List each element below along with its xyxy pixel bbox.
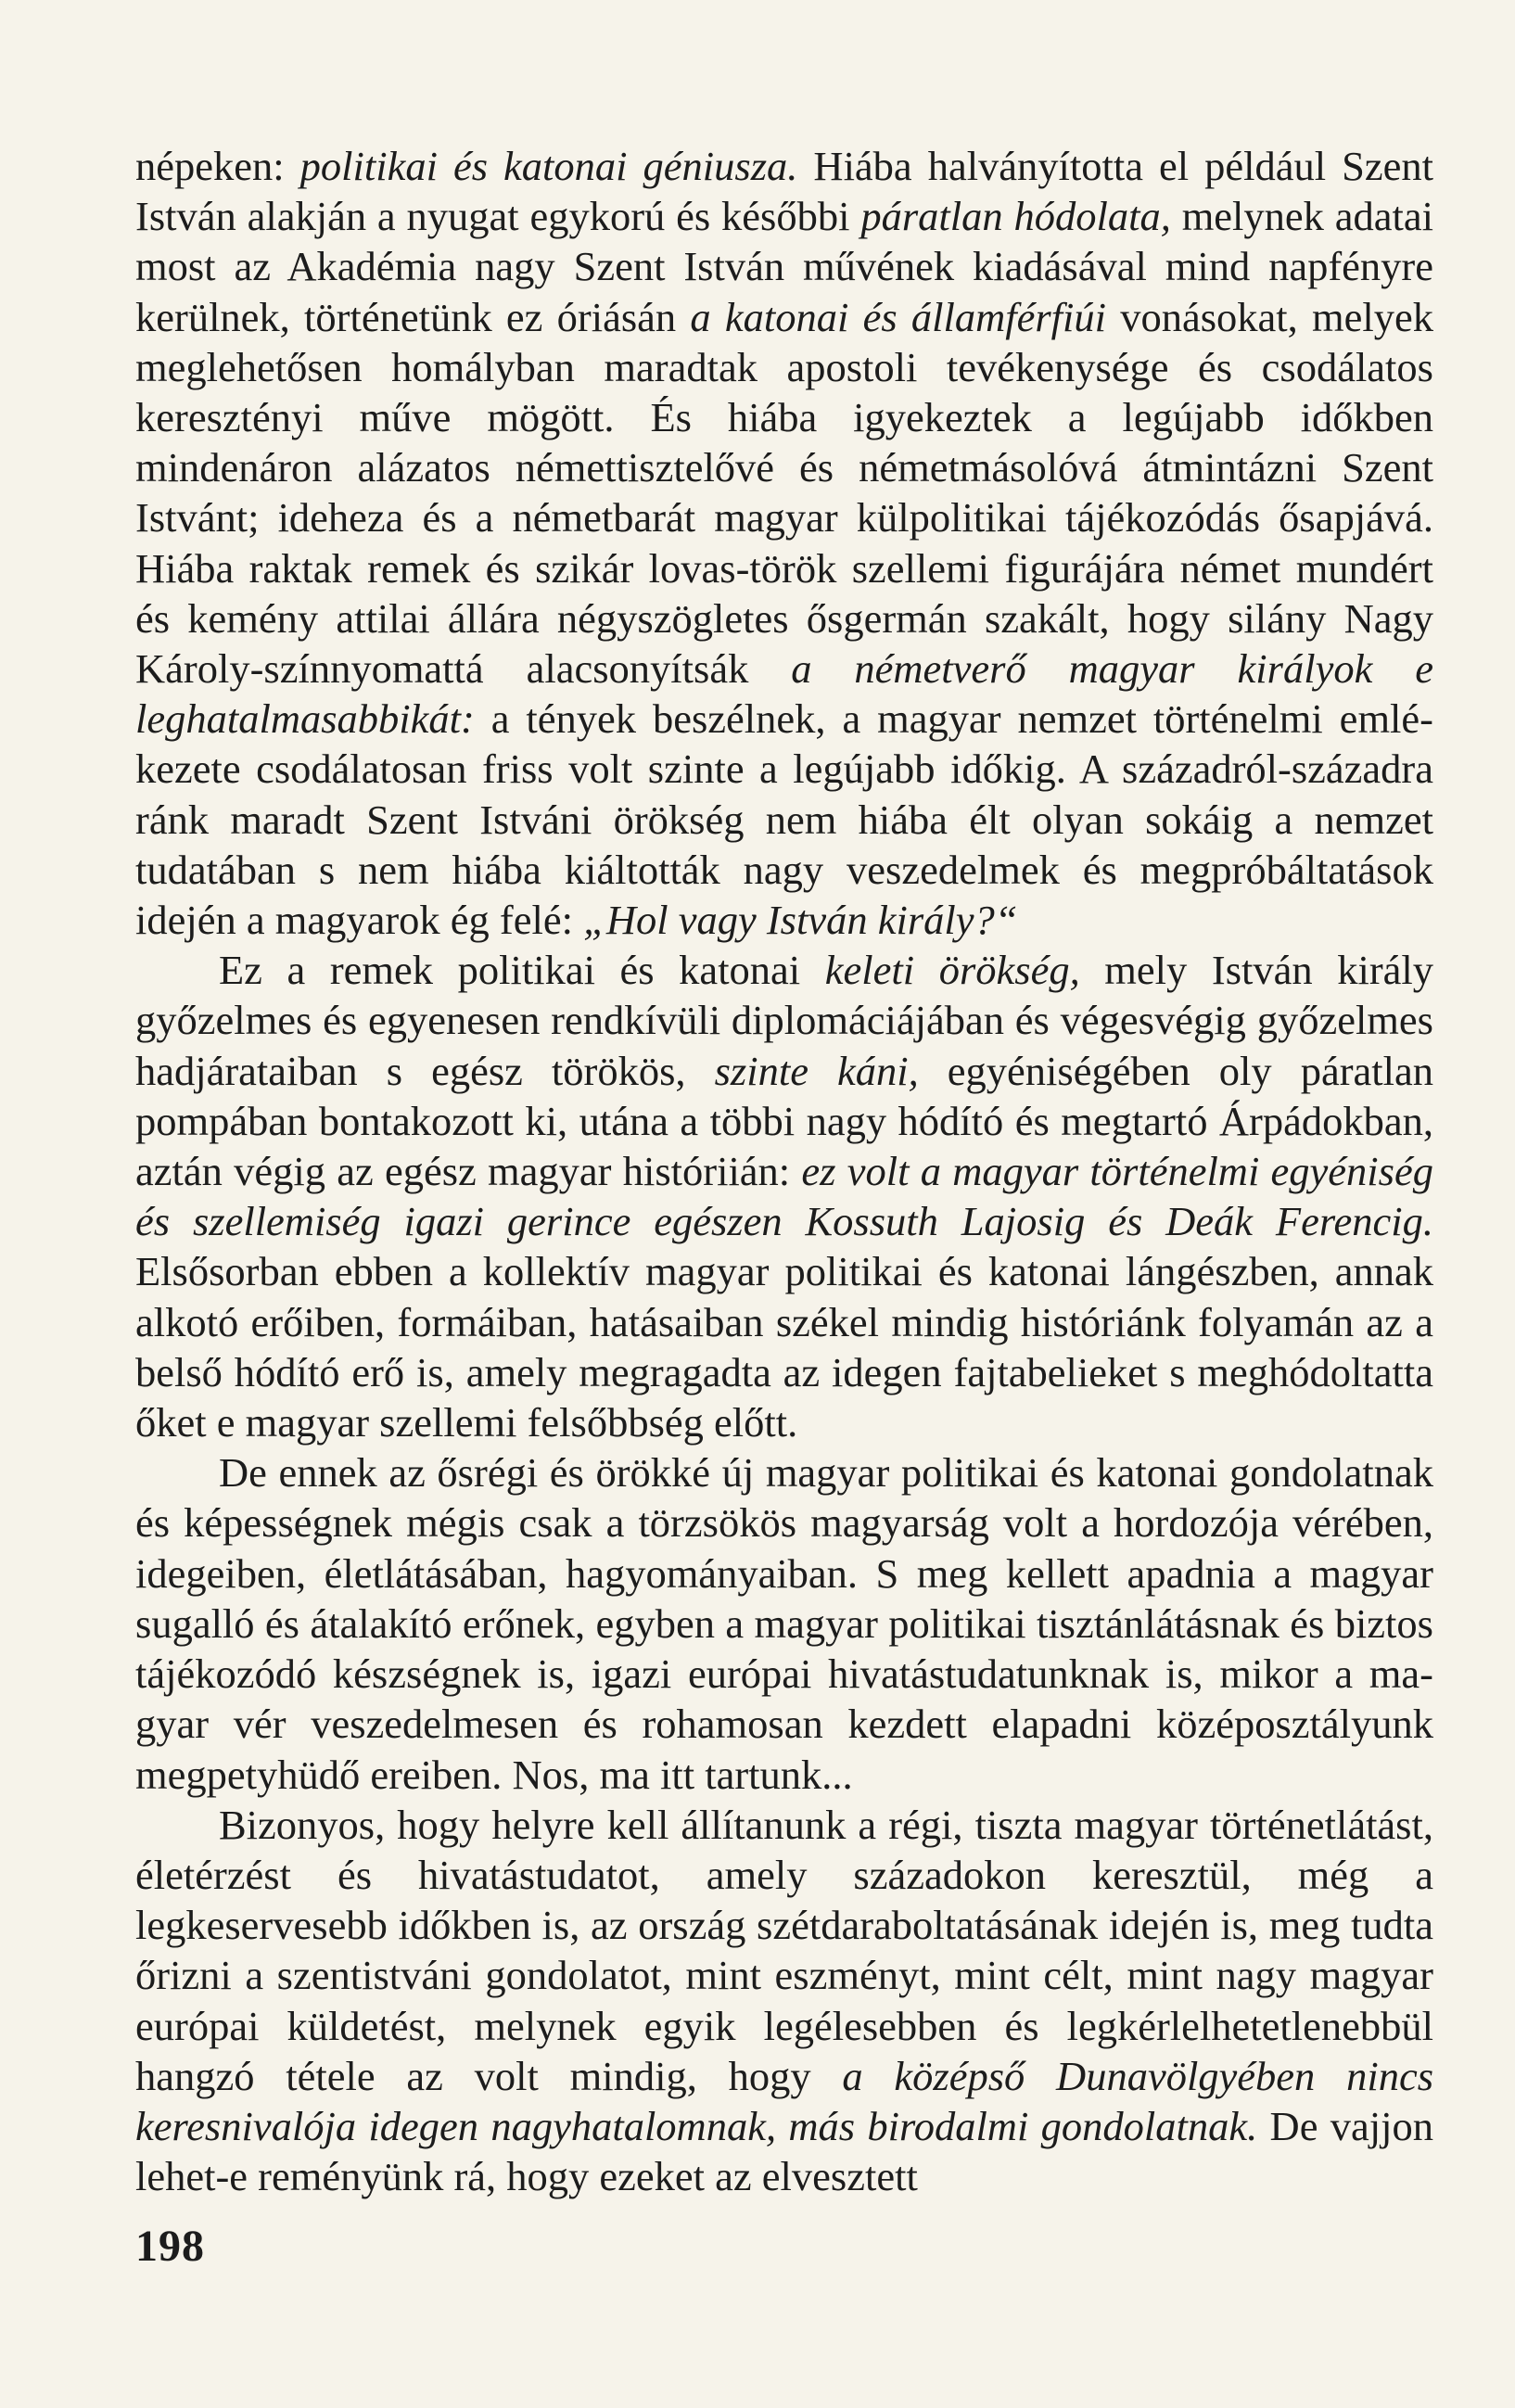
- text-run: Hiába halványította el például Szent István alakján a nyugat egykorú és későbbi: [135, 143, 1433, 240]
- italic-text: a középső Dunavölgyében nincs keresnivalója idegen nagyhatalomnak, más birodalmi gondolatnak.: [135, 2052, 1434, 2149]
- text-run: népeken:: [135, 143, 300, 189]
- text-run: Ez a remek politikai és katonai: [219, 947, 825, 994]
- italic-text: keleti örökség,: [824, 947, 1080, 994]
- text-run: melynek adatai most az Akadémia nagy Szent István művének kiadásával mind napfényre kerülnek, történetünk ez óriásán: [135, 193, 1433, 340]
- italic-text: „Hol vagy István király?“: [583, 897, 1018, 944]
- text-run: vonásokat, melyek meglehetősen homályban maradtak apostoli tevékenysége és csodálatos keresztényi műve mögött. És hiába igyekeztek a legújabb időkben mindenáron alázatos némettisztelővé és németmásolóvá átmintázni Szent Istvánt; ideheza és a németbarát magyar külpolitikai tájékozódás ősapjává. Hiába raktak remek és szikár lovas-török szellemi figurájára német mundért és kemény attilai állára négyszögletes ősgermán szakált, hogy silány Nagy Károly-színnyomattá alacsonyítsák: [135, 293, 1434, 693]
- paragraph: [135, 1800, 1433, 2202]
- italic-text: politikai és katonai géniusza.: [299, 143, 798, 189]
- page-number: 198: [135, 2222, 205, 2271]
- paragraph: [135, 1447, 1433, 1799]
- italic-text: ez volt a magyar történelmi egyéniség és szellemiség igazi gerince egészen Kossuth Lajosig és Deák Ferencig.: [135, 1148, 1433, 1245]
- text-run: De ennek az ősrégi és örökké új magyar politikai és katonai gondolatnak és képességnek mégis csak a törzsökös magyarság volt a hordozója vérében, idegeiben, életlátásában, hagyományaiban. S meg kellett apadnia a magyar sugalló és átalakító erőnek, egyben a magyar politikai tisztánlátásnak és biztos tájékozódó készségnek is, igazi európai hivatástudatunknak is, mikor a magyar vér veszedelmesen és rohamosan kezdett elapadni középosztályunk megpetyhüdő ereiben. Nos, ma itt tartunk...: [135, 1449, 1433, 1798]
- italic-text: a németverő magyar királyok e leghatalmasabbikát:: [135, 645, 1433, 743]
- italic-text: szinte káni,: [714, 1047, 919, 1094]
- paragraph: [135, 945, 1433, 1447]
- text-run: De vajjon lehet-e reményünk rá, hogy ezeket az elvesztett: [135, 2102, 1433, 2200]
- text-run: mely István király győzelmes és egyenesen rendkívüli diplomáciájában és végesvégig győzelmes hadjárataiban s egész törökös,: [135, 947, 1434, 1094]
- paragraph: [135, 141, 1433, 945]
- text-run: egyéniségében oly páratlan pompában bontakozott ki, utána a többi nagy hódító és megtartó Árpádokban, aztán végig az egész magyar históriián:: [135, 1047, 1433, 1195]
- italic-text: páratlan hódolata,: [860, 193, 1171, 240]
- text-run: Bizonyos, hogy helyre kell állítanunk a régi, tiszta magyar történetlátást, életérzést és hivatástudatot, amely századokon keresztül, még a legkeservesebb időkben is, az ország szétdaraboltatásának idején is, meg tudta őrizni a szentistváni gondolatot, mint eszményt, mint célt, mint nagy magyar európai küldetést, melynek egyik legélesebben és legkérlelhetetlenebbül hangzó tétele az volt mindig, hogy: [135, 1801, 1433, 2099]
- text-run: a tények beszélnek, a magyar nemzet történelmi emlékezete csodálatosan friss volt szinte a legújabb időkig. A századról-századra ránk maradt Szent Istváni örökség nem hiába élt olyan sokáig a nemzet tudatában s nem hiába kiáltották nagy veszedelmek és megpróbáltatások idején a magyarok ég felé:: [135, 695, 1433, 944]
- text-run: Elsősorban ebben a kollektív magyar politikai és katonai lángészben, annak alkotó erőiben, formáiban, hatásaiban székel mindig históriánk folyamán az a belső hódító erő is, amely megragadta az idegen fajtabelieket s meghódoltatta őket e magyar szellemi felsőbbség előtt.: [135, 1248, 1433, 1446]
- italic-text: a katonai és államférfiúi: [690, 293, 1107, 340]
- body-text: [135, 141, 1433, 2201]
